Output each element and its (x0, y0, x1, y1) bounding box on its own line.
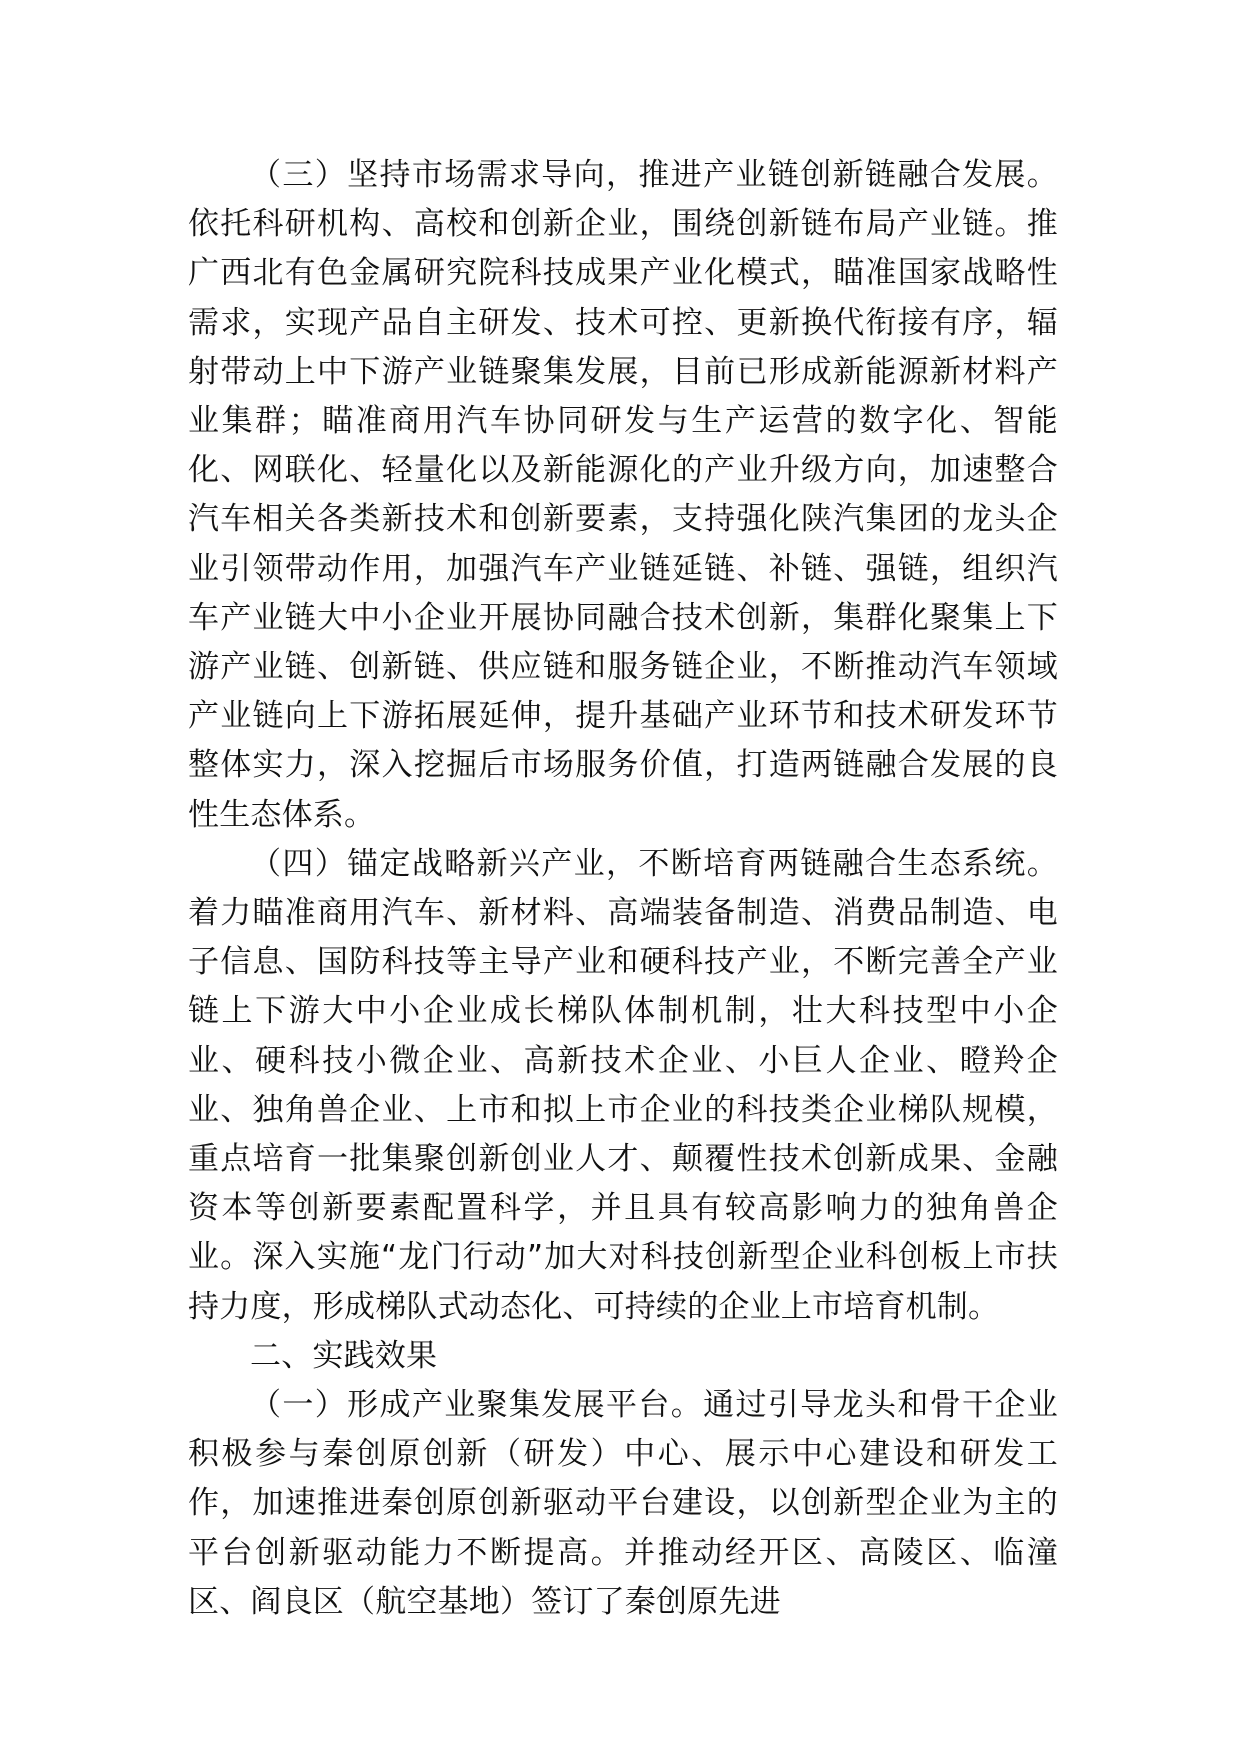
paragraph-strategic-emerging-industries: （四）锚定战略新兴产业，不断培育两链融合生态系统。着力瞄准商用汽车、新材料、高端装备制造、消费品制造、电子信息、国防科技等主导产业和硬科技产业，不断完善全产业链上下游大中小企业成长梯队体制机制，壮大科技型中小企业、硬科技小微企业、高新技术企业、小巨人企业、瞪羚企业、独角兽企业、上市和拟上市企业的科技类企业梯队规模，重点培育一批集聚创新创业人才、颠覆性技术创新成果、金融资本等创新要素配置科学，并且具有较高影响力的独角兽企业。深入实施“龙门行动”加大对科技创新型企业科创板上市扶持力度，形成梯队式动态化、可持续的企业上市培育机制。 (188, 845, 1058, 1325)
section-heading-practice-results: 二、实践效果 (250, 1337, 438, 1374)
paragraph-industry-cluster-platform: （一）形成产业聚集发展平台。通过引导龙头和骨干企业积极参与秦创原创新（研发）中心、展示中心建设和研发工作，加速推进秦创原创新驱动平台建设，以创新型企业为主的平台创新驱动能力不断提高。并推动经开区、高陵区、临潼区、阎良区（航空基地）签订了秦创原先进 (188, 1387, 1058, 1620)
document-body (188, 151, 1058, 1627)
paragraph-industry-chain-integration: （三）坚持市场需求导向，推进产业链创新链融合发展。依托科研机构、高校和创新企业，围绕创新链布局产业链。推广西北有色金属研究院科技成果产业化模式，瞄准国家战略性需求，实现产品自主研发、技术可控、更新换代衔接有序，辐射带动上中下游产业链聚集发展，目前已形成新能源新材料产业集群；瞄准商用汽车协同研发与生产运营的数字化、智能化、网联化、轻量化以及新能源化的产业升级方向，加速整合汽车相关各类新技术和创新要素，支持强化陕汽集团的龙头企业引领带动作用，加强汽车产业链延链、补链、强链，组织汽车产业链大中小企业开展协同融合技术创新，集群化聚集上下游产业链、创新链、供应链和服务链企业，不断推动汽车领域产业链向上下游拓展延伸，提升基础产业环节和技术研发环节整体实力，深入挖掘后市场服务价值，打造两链融合发展的良性生态体系。 (188, 157, 1058, 833)
